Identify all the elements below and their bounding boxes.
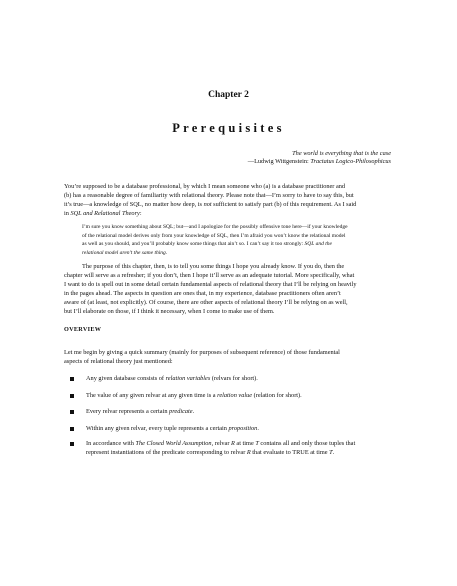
bullet-text [86, 440, 392, 458]
text-span: it’s true—a knowledge of SQL, no matter how deep, is [64, 201, 204, 209]
text-span: . [165, 249, 168, 256]
text-line [64, 209, 392, 218]
text-span: (relation for short). [252, 392, 302, 399]
text-span: in [64, 210, 71, 218]
paragraph-purpose [64, 262, 392, 317]
text-line: Let me begin by giving a quick summary (mainly for purposes of subsequent reference) of those fundamental [64, 349, 340, 356]
text-span: . [257, 425, 259, 432]
text-span: The value of any given relvar at any given time is a [86, 392, 218, 399]
bullet-text [86, 375, 392, 384]
text-line: I’m sure you know something about SQL; but—and I apologize for the possibly offensive tone here—if your knowledge [82, 224, 348, 230]
text-line: aspects of relational theory just mentioned: [64, 358, 173, 366]
text-span: . [332, 448, 335, 456]
text-line: I want to do is spell out in some detail certain fundamental aspects of relational theory that I’ll be relying on heavily [64, 281, 357, 289]
text-span: In accordance with [86, 440, 136, 447]
paragraph-intro [64, 182, 392, 218]
variable: R [231, 440, 235, 447]
bullet-square-icon [70, 442, 74, 446]
text-span: (relvars for short). [210, 375, 258, 382]
text-line [86, 449, 392, 458]
variable: R [246, 448, 251, 456]
text-span: at time [234, 440, 256, 447]
variable: T [255, 440, 259, 447]
chapter-title: Prerequisites [172, 121, 285, 135]
bullet-text [86, 392, 392, 401]
text-span: : [139, 210, 142, 218]
epigraph-quote: The world is everything that is the case [292, 150, 391, 157]
text-line: (b) has a reasonable degree of familiarity with relational theory. Please note that—I’m sorry to have to say this, but [64, 192, 354, 200]
text-line: but I’ll elaborate on those, if I think it necessary, when I come to make use of them. [64, 308, 275, 316]
bullet-square-icon [70, 427, 74, 431]
emphasis: SQL and the [304, 241, 332, 248]
epigraph-attribution [248, 158, 391, 166]
emphasis: relation variables [165, 375, 211, 382]
text-line: You’re supposed to be a database professional, by which I mean someone who (a) is a database practitioner and [64, 183, 346, 190]
text-span: Within any given relvar, every tuple represents a certain [86, 425, 229, 432]
text-line: The purpose of this chapter, then, is to tell you some things I hope you already know. If you do, then the [82, 263, 345, 270]
text-line: in the pages ahead. The aspects in question are ones that, in my experience, database practitioners often aren’t [64, 290, 341, 298]
epigraph [248, 150, 391, 166]
epigraph-work: Tractatus Logico-Philosophicus [310, 158, 391, 165]
text-span: that evaluate to TRUE at time [250, 448, 330, 456]
text-span: contains all and only those tuples that [258, 440, 356, 447]
paragraph-summary [64, 348, 392, 366]
text-span: Any given database consists of [86, 375, 166, 382]
emphasis: The Closed World Assumption [135, 440, 212, 447]
text-line: of the relational model derives only from your knowledge of SQL, then I’m afraid you won’t know the relational model [82, 232, 346, 239]
text-line [86, 440, 392, 449]
section-heading: OVERVIEW [64, 326, 102, 333]
text-span: Every relvar represents a certain [86, 408, 170, 415]
emphasis: relation value [217, 392, 253, 399]
text-span: represent instantiations of the predicate corresponding to relvar [86, 448, 247, 456]
epigraph-author: —Ludwig Wittgenstein: [247, 158, 311, 165]
text-span: sufficient to satisfy part (b) of this requirement. As I said [211, 201, 357, 209]
text-span: , relvar [211, 440, 231, 447]
bullet-text [86, 425, 392, 434]
bullet-square-icon [70, 394, 74, 398]
emphasis: not [203, 201, 212, 209]
text-line [82, 240, 394, 249]
text-line [64, 200, 392, 209]
text-line: chapter will serve as a refresher; if you don’t, then I hope it’ll serve as an adequate tutorial. More specifically, what [64, 272, 355, 280]
block-quote [82, 223, 394, 257]
bullet-square-icon [70, 410, 74, 414]
book-title: SQL and Relational Theory [70, 210, 140, 218]
emphasis: proposition [228, 425, 258, 432]
text-line [82, 249, 394, 258]
bullet-square-icon [70, 377, 74, 381]
bullet-text [86, 408, 392, 417]
text-span: as well as you should, and you’ll probably know some things that ain’t so. I can’t say it too strongly: [82, 241, 305, 248]
text-span: . [192, 408, 195, 415]
text-line: aware of (at least, not explicitly). Of course, there are other aspects of relational theory I’ll be relying on as well, [64, 299, 348, 307]
emphasis: relational model aren’t the same thing [82, 249, 166, 256]
chapter-number: Chapter 2 [208, 90, 249, 100]
variable: T [329, 448, 333, 456]
emphasis: predicate [169, 408, 193, 415]
